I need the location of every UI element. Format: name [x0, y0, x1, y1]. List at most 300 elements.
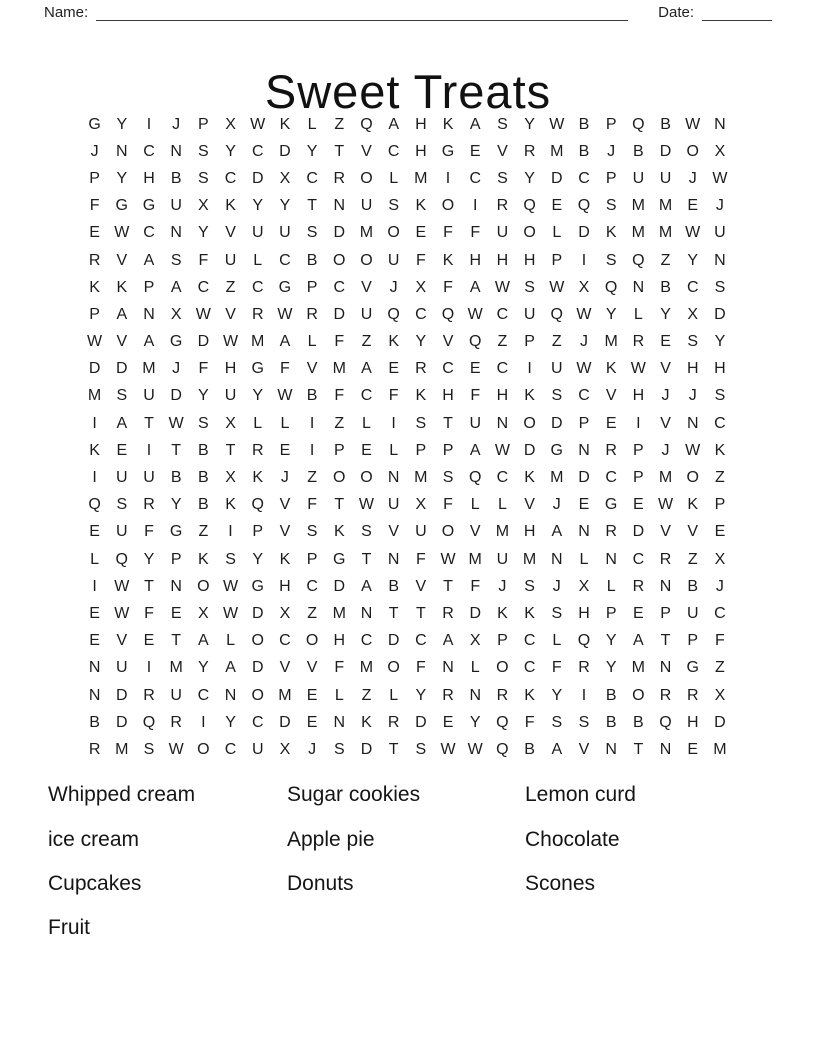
- grid-cell-letter: V: [279, 659, 291, 677]
- grid-cell-letter: G: [169, 333, 183, 351]
- grid-cell-letter: L: [606, 577, 616, 595]
- grid-cell-letter: P: [306, 550, 318, 568]
- grid-cell-letter: K: [442, 115, 454, 133]
- grid-cell-letter: I: [92, 414, 97, 432]
- grid-cell-letter: I: [472, 197, 478, 215]
- grid-cell-letter: F: [334, 659, 345, 677]
- grid-cell-letter: W: [277, 387, 293, 405]
- grid-cell-letter: Z: [551, 333, 562, 351]
- grid-cell-letter: R: [170, 713, 182, 731]
- grid-cell-letter: U: [415, 523, 427, 541]
- grid-cell-letter: G: [278, 278, 292, 296]
- grid-cell-letter: K: [415, 197, 427, 215]
- grid-cell-letter: U: [279, 224, 291, 242]
- grid-cell-letter: M: [169, 659, 183, 677]
- grid-cell-letter: R: [496, 686, 509, 704]
- grid-cell-letter: S: [442, 469, 454, 487]
- grid-row: [81, 682, 734, 709]
- grid-cell-letter: R: [523, 142, 536, 160]
- grid-cell-letter: Q: [115, 550, 128, 568]
- grid-cell-letter: C: [714, 604, 726, 622]
- header-row: [44, 2, 772, 23]
- grid-cell-letter: V: [687, 523, 699, 541]
- grid-cell-letter: N: [605, 740, 617, 758]
- date-label: Date:: [658, 4, 694, 21]
- grid-cell-letter: P: [170, 550, 182, 568]
- grid-cell-letter: D: [523, 441, 536, 459]
- grid-cell-letter: M: [631, 659, 645, 677]
- grid-cell-letter: E: [578, 496, 590, 514]
- grid-cell-letter: T: [171, 632, 182, 650]
- grid-row: [81, 573, 734, 600]
- grid-cell-letter: H: [686, 360, 699, 378]
- grid-cell-letter: Y: [605, 632, 617, 650]
- grid-cell-letter: O: [523, 224, 536, 242]
- grid-cell-letter: W: [440, 550, 456, 568]
- grid-cell-letter: Y: [252, 550, 264, 568]
- grid-cell-letter: C: [143, 224, 155, 242]
- grid-cell-letter: I: [92, 469, 97, 487]
- grid-cell-letter: C: [686, 278, 699, 296]
- grid-cell-letter: V: [116, 632, 128, 650]
- grid-cell-letter: S: [524, 278, 535, 296]
- grid-cell-letter: O: [251, 686, 264, 704]
- grid-cell-letter: H: [523, 251, 536, 269]
- grid-cell-letter: Y: [415, 333, 427, 351]
- grid-row: [81, 138, 734, 165]
- grid-cell-letter: A: [633, 632, 644, 650]
- grid-cell-letter: I: [581, 686, 587, 704]
- grid-cell-letter: C: [279, 632, 291, 650]
- grid-cell-letter: E: [714, 523, 726, 541]
- grid-cell-letter: N: [659, 659, 672, 677]
- grid-cell-letter: M: [631, 197, 645, 215]
- grid-cell-letter: J: [172, 115, 181, 133]
- grid-cell-letter: G: [251, 360, 264, 378]
- grid-cell-letter: B: [660, 278, 671, 296]
- grid-cell-letter: B: [578, 115, 590, 133]
- grid-cell-letter: D: [116, 360, 128, 378]
- grid-cell-letter: N: [333, 197, 346, 215]
- grid-cell-letter: Y: [198, 659, 209, 677]
- grid-cell-letter: L: [307, 333, 317, 351]
- grid-cell-letter: K: [361, 713, 372, 731]
- grid-cell-letter: F: [415, 550, 426, 568]
- grid-cell-letter: S: [198, 414, 209, 432]
- grid-cell-letter: K: [714, 441, 726, 459]
- grid-cell-letter: U: [686, 604, 699, 622]
- grid-cell-letter: L: [307, 115, 317, 133]
- grid-cell-letter: R: [659, 686, 672, 704]
- grid-cell-letter: Y: [252, 197, 264, 215]
- grid-cell-letter: I: [445, 169, 451, 187]
- grid-cell-letter: Y: [225, 142, 236, 160]
- grid-cell-letter: M: [658, 224, 673, 242]
- grid-cell-letter: W: [195, 305, 211, 323]
- grid-cell-letter: Q: [441, 305, 455, 323]
- grid-cell-letter: D: [170, 387, 182, 405]
- grid-cell-letter: W: [440, 740, 456, 758]
- grid-cell-letter: V: [578, 740, 590, 758]
- grid-row: [81, 600, 734, 627]
- grid-cell-letter: C: [251, 713, 264, 731]
- grid-cell-letter: A: [116, 305, 128, 323]
- grid-cell-letter: Z: [687, 550, 698, 568]
- grid-cell-letter: S: [333, 740, 345, 758]
- grid-cell-letter: C: [251, 142, 264, 160]
- grid-cell-letter: D: [333, 224, 346, 242]
- grid-cell-letter: S: [388, 197, 399, 215]
- grid-cell-letter: G: [142, 197, 156, 215]
- grid-cell-letter: J: [552, 577, 561, 595]
- grid-cell-letter: V: [306, 659, 318, 677]
- grid-cell-letter: J: [607, 142, 616, 160]
- grid-cell-letter: R: [632, 333, 645, 351]
- grid-cell-letter: S: [687, 333, 699, 351]
- grid-cell-letter: O: [333, 469, 346, 487]
- grid-cell-letter: G: [550, 441, 563, 459]
- grid-cell-letter: B: [687, 577, 699, 595]
- word-list-item: Whipped cream: [48, 783, 196, 807]
- grid-cell-letter: M: [87, 387, 102, 405]
- grid-cell-letter: S: [415, 414, 427, 432]
- grid-cell-letter: A: [198, 632, 209, 650]
- grid-cell-letter: C: [279, 251, 291, 269]
- grid-cell-letter: C: [306, 169, 318, 187]
- grid-cell-letter: Q: [387, 305, 400, 323]
- grid-cell-letter: U: [170, 197, 182, 215]
- grid-cell-letter: W: [494, 441, 510, 459]
- grid-row: [81, 437, 734, 464]
- word-list-item: Lemon curd: [525, 783, 636, 807]
- grid-cell-letter: R: [143, 686, 155, 704]
- grid-cell-letter: Q: [88, 496, 101, 514]
- date-blank-line: [702, 2, 772, 21]
- grid-cell-letter: D: [415, 713, 427, 731]
- grid-cell-letter: Q: [577, 632, 591, 650]
- grid-cell-letter: N: [88, 686, 101, 704]
- grid-cell-letter: C: [523, 659, 536, 677]
- grid-cell-letter: W: [114, 224, 130, 242]
- grid-cell-letter: L: [334, 686, 344, 704]
- grid-cell-letter: D: [659, 142, 672, 160]
- grid-cell-letter: V: [116, 251, 128, 269]
- grid-cell-letter: B: [198, 469, 209, 487]
- grid-cell-letter: S: [497, 115, 508, 133]
- grid-cell-letter: U: [116, 659, 128, 677]
- grid-cell-letter: N: [442, 659, 454, 677]
- grid-cell-letter: N: [605, 550, 617, 568]
- grid-cell-letter: H: [496, 387, 509, 405]
- grid-cell-letter: Z: [307, 604, 317, 622]
- grid-cell-letter: Z: [660, 251, 671, 269]
- grid-cell-letter: E: [469, 142, 481, 160]
- grid-cell-letter: S: [198, 142, 209, 160]
- grid-row: [81, 356, 734, 383]
- grid-cell-letter: A: [469, 441, 481, 459]
- grid-cell-letter: E: [469, 360, 481, 378]
- grid-cell-letter: N: [714, 251, 726, 269]
- grid-cell-letter: O: [686, 469, 699, 487]
- grid-cell-letter: M: [658, 197, 673, 215]
- grid-cell-letter: D: [279, 142, 291, 160]
- grid-cell-letter: W: [87, 333, 103, 351]
- grid-cell-letter: S: [306, 224, 318, 242]
- grid-cell-letter: R: [387, 713, 400, 731]
- grid-cell-letter: I: [201, 713, 206, 731]
- grid-cell-letter: Y: [660, 305, 671, 323]
- grid-cell-letter: M: [713, 740, 727, 758]
- grid-cell-letter: I: [146, 115, 152, 133]
- grid-cell-letter: L: [90, 550, 100, 568]
- grid-cell-letter: D: [578, 224, 590, 242]
- grid-cell-letter: D: [360, 740, 373, 758]
- grid-cell-letter: G: [333, 550, 346, 568]
- word-list-column-2: [287, 773, 420, 906]
- grid-cell-letter: M: [142, 360, 156, 378]
- grid-cell-letter: X: [170, 305, 182, 323]
- grid-cell-letter: O: [686, 142, 699, 160]
- grid-cell-letter: P: [89, 305, 100, 323]
- grid-cell-letter: M: [115, 740, 129, 758]
- grid-cell-letter: N: [714, 115, 726, 133]
- grid-cell-letter: P: [605, 115, 617, 133]
- grid-cell-letter: E: [89, 604, 100, 622]
- grid-cell-letter: M: [550, 142, 564, 160]
- grid-cell-letter: J: [579, 333, 588, 351]
- grid-cell-letter: P: [714, 496, 726, 514]
- grid-cell-letter: G: [88, 115, 101, 133]
- grid-cell-letter: F: [388, 387, 399, 405]
- grid-cell-letter: F: [144, 523, 154, 541]
- grid-cell-letter: K: [442, 251, 454, 269]
- grid-cell-letter: R: [442, 604, 454, 622]
- grid-cell-letter: R: [143, 496, 155, 514]
- grid-cell-letter: Y: [469, 713, 481, 731]
- grid-cell-letter: F: [443, 496, 453, 514]
- grid-cell-letter: X: [714, 686, 726, 704]
- grid-cell-letter: C: [578, 169, 590, 187]
- grid-cell-letter: Y: [714, 333, 726, 351]
- grid-cell-letter: X: [469, 632, 481, 650]
- grid-cell-letter: R: [251, 441, 264, 459]
- grid-cell-letter: Z: [198, 523, 209, 541]
- grid-cell-letter: Z: [497, 333, 508, 351]
- grid-cell-letter: W: [712, 169, 728, 187]
- grid-cell-letter: X: [279, 740, 291, 758]
- grid-row: [81, 220, 734, 247]
- grid-cell-letter: K: [497, 604, 508, 622]
- grid-cell-letter: K: [415, 387, 427, 405]
- grid-cell-letter: W: [494, 278, 510, 296]
- grid-cell-letter: K: [605, 224, 617, 242]
- grid-cell-letter: F: [89, 197, 100, 215]
- grid-cell-letter: U: [251, 740, 264, 758]
- grid-cell-letter: P: [660, 604, 671, 622]
- grid-cell-letter: D: [333, 305, 346, 323]
- grid-cell-letter: S: [198, 169, 209, 187]
- grid-cell-letter: H: [279, 577, 291, 595]
- grid-cell-letter: W: [549, 115, 565, 133]
- grid-cell-letter: J: [498, 577, 507, 595]
- grid-cell-letter: R: [306, 305, 318, 323]
- grid-cell-letter: N: [387, 550, 400, 568]
- grid-cell-letter: A: [143, 333, 155, 351]
- grid-cell-letter: A: [143, 251, 155, 269]
- grid-cell-letter: A: [551, 523, 563, 541]
- grid-cell-letter: X: [198, 197, 209, 215]
- grid-cell-letter: P: [252, 523, 264, 541]
- grid-cell-letter: B: [388, 577, 399, 595]
- grid-cell-letter: K: [524, 686, 535, 704]
- grid-cell-letter: B: [89, 713, 100, 731]
- grid-cell-letter: K: [279, 550, 291, 568]
- grid-cell-letter: P: [306, 278, 318, 296]
- grid-cell-letter: J: [172, 360, 181, 378]
- grid-cell-letter: A: [469, 278, 481, 296]
- grid-cell-letter: B: [524, 740, 535, 758]
- grid-cell-letter: E: [388, 360, 399, 378]
- grid-cell-letter: H: [523, 523, 536, 541]
- grid-cell-letter: M: [414, 469, 428, 487]
- word-list-item: Scones: [525, 871, 596, 895]
- grid-cell-letter: D: [551, 414, 563, 432]
- grid-cell-letter: L: [633, 305, 643, 323]
- grid-cell-letter: W: [685, 441, 701, 459]
- grid-cell-letter: R: [659, 550, 672, 568]
- grid-cell-letter: C: [197, 278, 210, 296]
- grid-cell-letter: U: [143, 469, 155, 487]
- grid-cell-letter: T: [307, 197, 317, 215]
- grid-cell-letter: K: [89, 278, 100, 296]
- grid-cell-letter: S: [551, 713, 563, 731]
- grid-cell-letter: Q: [632, 115, 645, 133]
- grid-row: [81, 165, 734, 192]
- grid-cell-letter: W: [114, 577, 130, 595]
- grid-cell-letter: K: [225, 496, 236, 514]
- grid-cell-letter: L: [389, 686, 399, 704]
- grid-cell-letter: W: [168, 740, 184, 758]
- grid-cell-letter: R: [415, 360, 427, 378]
- grid-cell-letter: M: [278, 686, 292, 704]
- grid-cell-letter: C: [442, 360, 454, 378]
- name-blank-line: [96, 2, 628, 21]
- grid-cell-letter: Q: [577, 197, 591, 215]
- grid-row: [81, 492, 734, 519]
- grid-cell-letter: W: [222, 577, 239, 595]
- grid-cell-letter: J: [688, 387, 697, 405]
- grid-cell-letter: L: [253, 414, 263, 432]
- grid-cell-letter: E: [415, 224, 427, 242]
- grid-cell-letter: F: [198, 251, 209, 269]
- grid-cell-letter: S: [714, 278, 726, 296]
- grid-cell-letter: U: [496, 224, 509, 242]
- grid-cell-letter: C: [496, 360, 509, 378]
- word-list-item: Chocolate: [525, 827, 620, 851]
- grid-cell-letter: V: [225, 305, 236, 323]
- grid-cell-letter: T: [388, 604, 399, 622]
- grid-cell-letter: Z: [334, 115, 345, 133]
- grid-cell-letter: R: [251, 305, 264, 323]
- grid-cell-letter: B: [306, 251, 318, 269]
- grid-cell-letter: N: [659, 740, 672, 758]
- grid-cell-letter: F: [551, 659, 562, 677]
- grid-cell-letter: N: [578, 523, 590, 541]
- grid-cell-letter: U: [116, 523, 128, 541]
- grid-row: [81, 247, 734, 274]
- grid-cell-letter: N: [632, 278, 645, 296]
- grid-cell-letter: S: [497, 169, 508, 187]
- grid-cell-letter: O: [251, 632, 264, 650]
- grid-cell-letter: W: [576, 360, 592, 378]
- grid-row: [81, 519, 734, 546]
- grid-row: [81, 301, 734, 328]
- grid-cell-letter: C: [143, 142, 155, 160]
- grid-cell-letter: F: [415, 251, 426, 269]
- grid-cell-letter: J: [715, 197, 724, 215]
- page-title: Sweet Treats: [264, 65, 552, 119]
- grid-cell-letter: A: [170, 278, 182, 296]
- name-label: Name:: [44, 4, 89, 21]
- grid-cell-letter: C: [306, 577, 318, 595]
- grid-cell-letter: Q: [496, 713, 509, 731]
- grid-cell-letter: M: [332, 360, 346, 378]
- grid-cell-letter: R: [578, 659, 590, 677]
- grid-cell-letter: Q: [468, 469, 482, 487]
- grid-cell-letter: Y: [198, 387, 209, 405]
- grid-cell-letter: P: [633, 441, 644, 459]
- grid-cell-letter: B: [198, 441, 209, 459]
- grid-cell-letter: T: [361, 550, 372, 568]
- grid-cell-letter: M: [251, 333, 265, 351]
- grid-cell-letter: Q: [360, 115, 373, 133]
- grid-cell-letter: N: [333, 713, 346, 731]
- grid-cell-letter: V: [442, 333, 454, 351]
- grid-cell-letter: O: [496, 659, 509, 677]
- grid-cell-letter: P: [605, 604, 617, 622]
- grid-cell-letter: V: [469, 523, 481, 541]
- grid-cell-letter: L: [253, 251, 263, 269]
- grid-cell-letter: O: [387, 224, 400, 242]
- grid-cell-letter: W: [657, 496, 674, 514]
- grid-cell-letter: R: [88, 740, 101, 758]
- grid-cell-letter: L: [497, 496, 507, 514]
- grid-cell-letter: R: [605, 441, 617, 459]
- grid-cell-letter: W: [630, 360, 646, 378]
- grid-cell-letter: Q: [659, 713, 672, 731]
- grid-cell-letter: S: [551, 604, 563, 622]
- grid-cell-letter: Q: [550, 305, 563, 323]
- grid-cell-letter: W: [277, 305, 293, 323]
- grid-cell-letter: F: [307, 496, 317, 514]
- grid-cell-letter: K: [198, 550, 209, 568]
- grid-cell-letter: H: [415, 142, 427, 160]
- grid-cell-letter: S: [170, 251, 182, 269]
- grid-cell-letter: A: [469, 115, 481, 133]
- grid-cell-letter: M: [359, 224, 374, 242]
- grid-cell-letter: K: [116, 278, 128, 296]
- grid-cell-letter: I: [146, 659, 152, 677]
- grid-row: [81, 383, 734, 410]
- grid-cell-letter: W: [685, 115, 701, 133]
- grid-cell-letter: A: [361, 577, 372, 595]
- grid-cell-letter: K: [524, 469, 535, 487]
- grid-cell-letter: H: [469, 251, 481, 269]
- grid-cell-letter: P: [415, 441, 427, 459]
- grid-cell-letter: W: [685, 224, 701, 242]
- grid-cell-letter: X: [225, 115, 236, 133]
- grid-cell-letter: O: [197, 740, 210, 758]
